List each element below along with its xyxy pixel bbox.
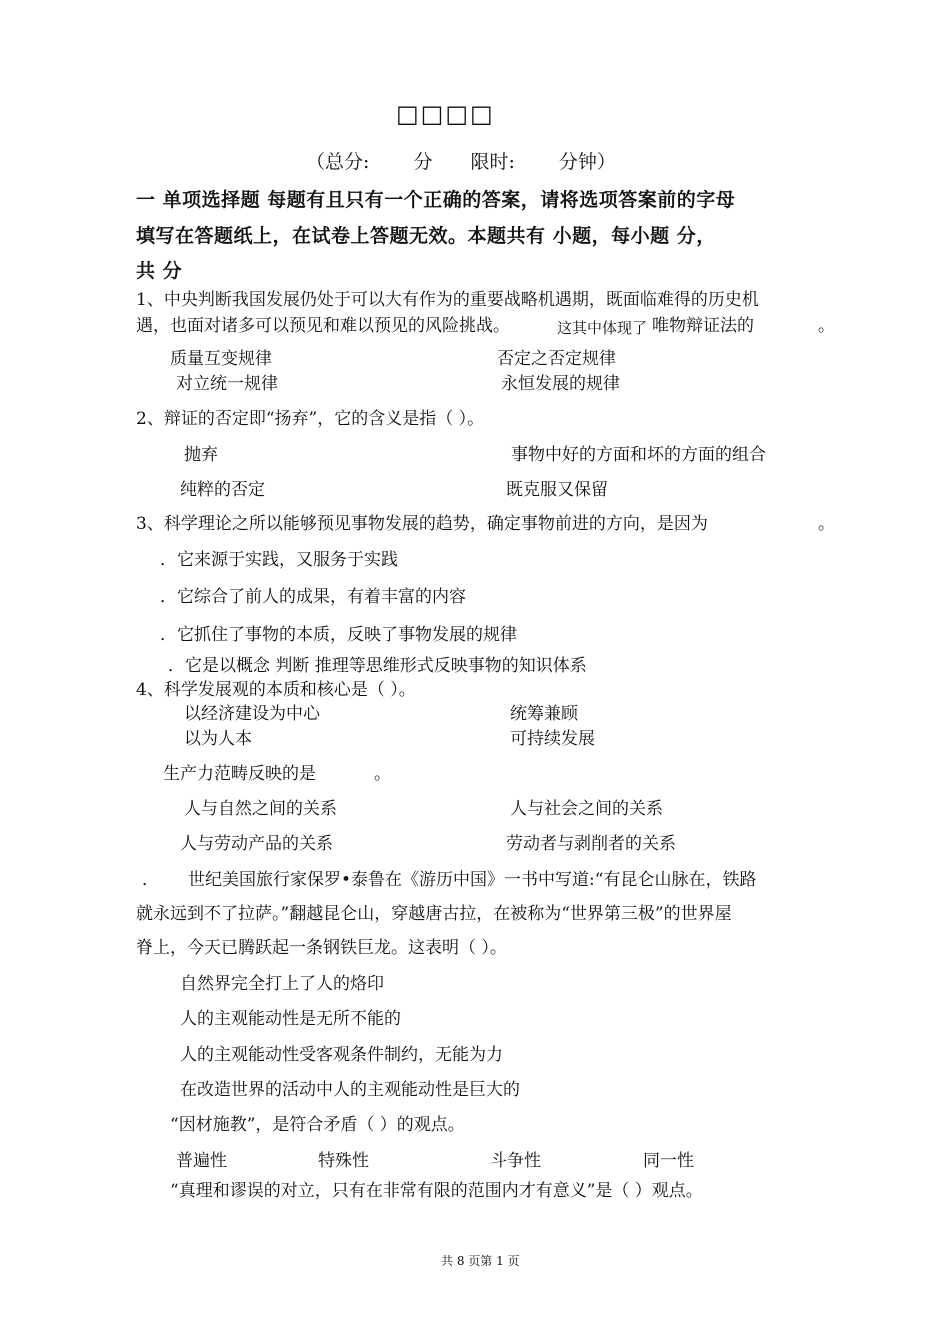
q1-stem-line-2-small: 这其中体现了 bbox=[557, 319, 648, 337]
section-instruction-line-3: 共 分 bbox=[136, 260, 183, 282]
section-instruction-line-2: 填写在答题纸上，在试卷上答题无效。本题共有 小题，每小题 分， bbox=[136, 225, 716, 247]
exam-title: □□□□ bbox=[396, 100, 495, 128]
q7-option-c: 斗争性 bbox=[490, 1151, 541, 1171]
q3-option-a: ．它来源于实践，又服务于实践 bbox=[160, 550, 398, 570]
q1-stem-line-2: 遇，也面对诸多可以预见和难以预见的风险挑战。 bbox=[136, 316, 510, 336]
q6-option-d: 在改造世界的活动中人的主观能动性是巨大的 bbox=[180, 1080, 520, 1100]
page-footer: 共 8 页第 1 页 bbox=[441, 1254, 520, 1268]
q1-stem-line-1: 1、中央判断我国发展仍处于可以大有作为的重要战略机遇期，既面临难得的历史机 bbox=[136, 290, 759, 310]
q4-option-a: 以经济建设为中心 bbox=[184, 704, 320, 724]
q8-stem: “真理和谬误的对立，只有在非常有限的范围内才有意义”是（ ）观点。 bbox=[170, 1181, 703, 1201]
q6-stem-line-2: 就永远到不了拉萨。”翻越昆仑山，穿越唐古拉，在被称为“世界第三极”的世界屋 bbox=[136, 904, 732, 924]
q3-option-c: ．它抓住了事物的本质，反映了事物发展的规律 bbox=[160, 625, 517, 645]
q1-option-b: 否定之否定规律 bbox=[497, 349, 616, 369]
q6-stem-marker: ． bbox=[142, 870, 159, 890]
q6-option-a: 自然界完全打上了人的烙印 bbox=[180, 974, 384, 994]
q4-option-c: 以为人本 bbox=[184, 729, 252, 749]
q5-option-a: 人与自然之间的关系 bbox=[184, 799, 337, 819]
q5-stem: 生产力范畴反映的是 bbox=[163, 764, 316, 784]
q7-stem: “因材施教”，是符合矛盾（ ）的观点。 bbox=[170, 1115, 465, 1135]
q6-option-b: 人的主观能动性是无所不能的 bbox=[180, 1009, 401, 1029]
q5-option-d: 劳动者与剥削者的关系 bbox=[506, 834, 676, 854]
q1-option-d: 永恒发展的规律 bbox=[501, 374, 620, 394]
q5-option-c: 人与劳动产品的关系 bbox=[180, 834, 333, 854]
q2-stem: 2、辩证的否定即“扬弃”，它的含义是指（ ）。 bbox=[136, 409, 485, 429]
q3-option-d: ．它是以概念 判断 推理等思维形式反映事物的知识体系 bbox=[168, 656, 587, 676]
q7-option-a: 普遍性 bbox=[176, 1151, 227, 1171]
q7-option-d: 同一性 bbox=[643, 1151, 694, 1171]
q2-option-a: 抛弃 bbox=[184, 445, 218, 465]
q5-stem-period: 。 bbox=[374, 764, 391, 784]
score-time-line: （总分: 分 限时: 分钟） bbox=[306, 151, 616, 173]
q6-stem-line-3: 脊上，今天已腾跃起一条钢铁巨龙。这表明（ ）。 bbox=[136, 938, 507, 958]
section-instruction-line-1: 一 单项选择题 每题有且只有一个正确的答案，请将选项答案前的字母 bbox=[136, 189, 736, 211]
q2-option-d: 既克服又保留 bbox=[506, 480, 608, 500]
q3-option-b: ．它综合了前人的成果，有着丰富的内容 bbox=[160, 587, 466, 607]
q1-option-a: 质量互变规律 bbox=[170, 349, 272, 369]
q1-stem-line-2-end: 唯物辩证法的 bbox=[652, 316, 754, 336]
q3-stem-period: 。 bbox=[818, 514, 835, 534]
q4-option-b: 统筹兼顾 bbox=[510, 704, 578, 724]
q2-option-b: 事物中好的方面和坏的方面的组合 bbox=[511, 445, 766, 465]
q6-option-c: 人的主观能动性受客观条件制约，无能为力 bbox=[180, 1045, 503, 1065]
q6-stem-line-1: 世纪美国旅行家保罗•泰鲁在《游历中国》一书中写道:“有昆仑山脉在，铁路 bbox=[188, 870, 757, 890]
q2-option-c: 纯粹的否定 bbox=[180, 480, 265, 500]
q4-option-d: 可持续发展 bbox=[510, 729, 595, 749]
q1-stem-period: 。 bbox=[818, 316, 835, 336]
q1-option-c: 对立统一规律 bbox=[176, 374, 278, 394]
q7-option-b: 特殊性 bbox=[318, 1151, 369, 1171]
q3-stem: 3、科学理论之所以能够预见事物发展的趋势，确定事物前进的方向，是因为 bbox=[136, 514, 708, 534]
q4-stem: 4、科学发展观的本质和核心是（ ）。 bbox=[136, 680, 416, 700]
q5-option-b: 人与社会之间的关系 bbox=[510, 799, 663, 819]
